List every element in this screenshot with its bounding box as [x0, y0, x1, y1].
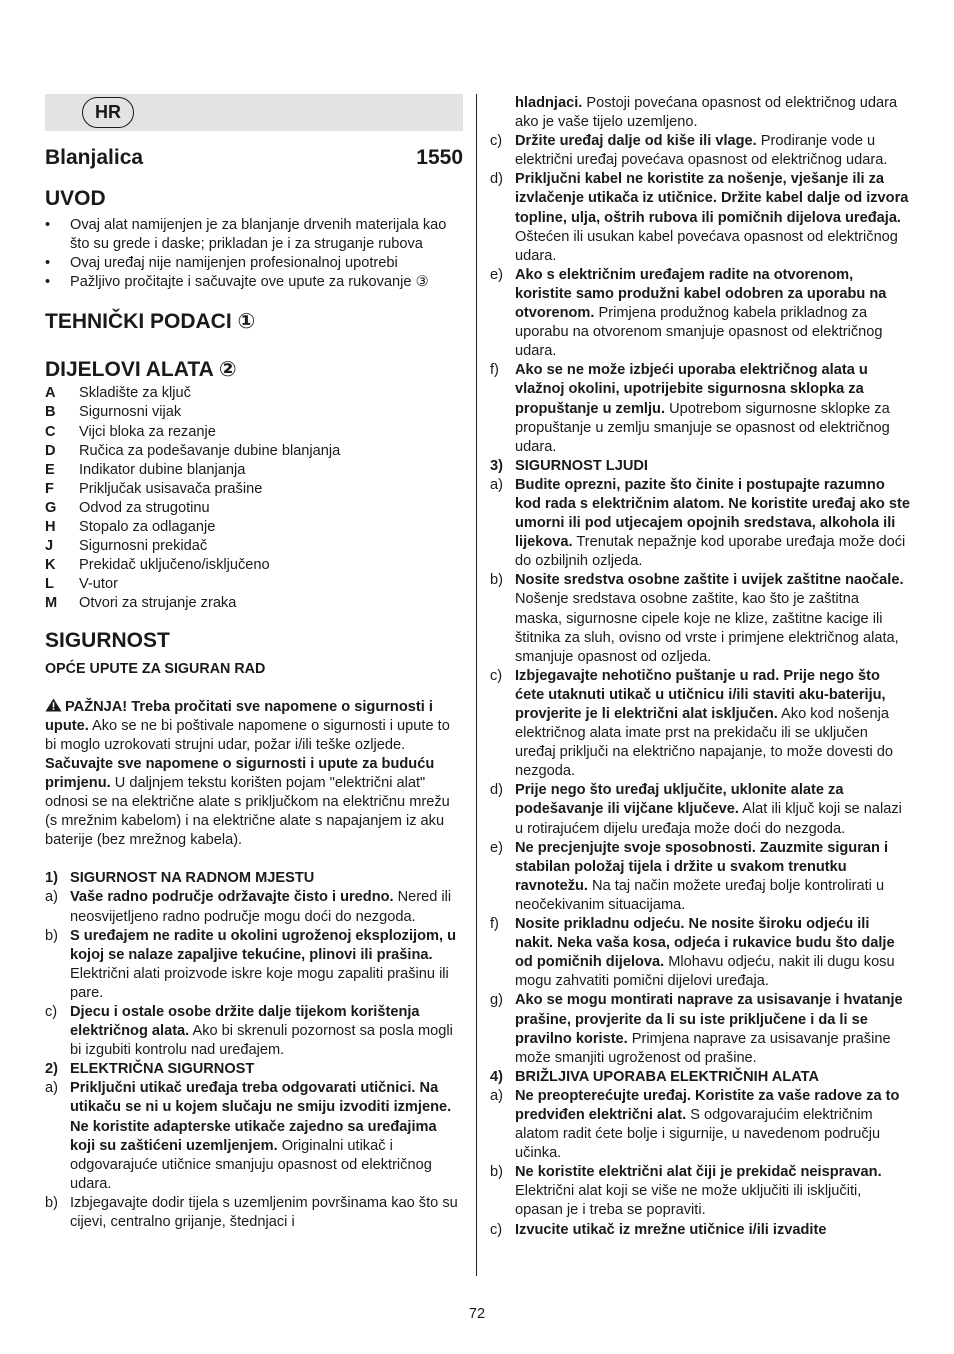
item-label: a) [490, 1087, 503, 1104]
list-item: • Ovaj alat namijenjen je za blanjanje drvenih materijala kao što su grede i daske; prikladan je i za struganje rubova [45, 216, 463, 254]
item-label: e) [490, 266, 503, 283]
item-text: Nošenje sredstava osobne zaštite, kao što je zaštitna maska, sigurnosne cipele koje ne klize, zaštitne kacige ili štitnika za sluh, ovisno od vrste i primjene električnog alata, smanjuje opasnost od ozljeda. [515, 591, 899, 665]
safety-item: hladnjaci. Postoji povećana opasnost od električnog udara ako je vaše tijelo uzemljeno. [515, 95, 898, 131]
parts-list [45, 384, 463, 613]
part-letter: J [45, 538, 54, 555]
section-heading [490, 457, 910, 476]
item-label: e) [490, 839, 503, 856]
item-label: d) [490, 171, 503, 188]
item-bold-text: Nosite sredstva osobne zaštite i uvijek zaštitne naočale. [515, 572, 904, 589]
safety-item [490, 915, 910, 991]
part-text: Priključak usisavača prašine [79, 480, 263, 497]
item-bold-text: Budite oprezni, pazite što činite i postupajte razumno kod rada s električnim alatom. Ne koristite uređaj ako ste umorni ili pod utjecajem opojnih sredstava, alkohola ili lijekova. [515, 476, 910, 551]
item-label: a) [45, 1080, 58, 1097]
product-name: Blanjalica [45, 146, 144, 169]
item-text: Primjena produžnog kabela prikladnog za uporabu na otvorenom smanjuje opasnost od električnog udara. [515, 305, 883, 360]
part-letter: K [45, 557, 56, 574]
item-label: g) [490, 992, 503, 1009]
section-number: 2) [45, 1061, 58, 1078]
safety-item [490, 1087, 910, 1163]
technical-data-heading: TEHNIČKI PODACI ① [45, 310, 256, 334]
part-row [45, 518, 463, 537]
section-heading [45, 1060, 463, 1079]
uvod-bullet-list [45, 216, 463, 292]
product-model: 1550 [416, 146, 463, 169]
warning-text: U daljnjem tekstu korišten pojam "električni alat" odnosi se na električne alate s priključkom na električnu mrežu (s mrežnim kabelom) i na električne alate s napajanjem iz aku baterije (bez mrežnog kabela). [45, 774, 450, 849]
safety-item [490, 781, 910, 838]
part-row [45, 594, 463, 613]
uvod-heading: UVOD [45, 187, 106, 210]
item-text: Primjena naprave za usisavanje prašine može smanjiti ugroženost od prašine. [515, 1030, 891, 1066]
item-label: b) [490, 572, 503, 589]
item-text: Prodiranje vode u električni uređaj povećava opasnost od električnog udara. [515, 133, 888, 169]
safety-item [45, 1079, 463, 1194]
item-text: Ako kod nošenja električnog alata imate prst na prekidaču ili se uključen uređaj priključi na električno napajanje, to može dovesti do nezgoda. [515, 706, 894, 780]
part-row [45, 575, 463, 594]
safety-item [490, 1221, 910, 1240]
warning-text: Ako se ne bi poštivale napomene o sigurnosti i upute to bi moglo uzrokovati strujni udar, požar i/ili teške ozljede. [45, 717, 450, 753]
part-text: Indikator dubine blanjanja [79, 461, 246, 478]
part-row [45, 384, 463, 403]
safety-item [45, 888, 463, 926]
part-row [45, 423, 463, 442]
part-text: Prekidač uključeno/isključeno [79, 557, 270, 574]
part-letter: D [45, 442, 56, 459]
language-badge: HR [82, 97, 134, 128]
item-text: Trenutak nepažnje kod uporabe uređaja može doći do ozbiljnih ozljeda. [515, 534, 906, 570]
right-column [490, 94, 910, 1240]
part-letter: A [45, 385, 56, 402]
list-item: • Ovaj uređaj nije namijenjen profesionalnoj upotrebi [45, 254, 463, 273]
section-number: 4) [490, 1068, 503, 1085]
item-bold-text: Priključni utikač uređaja treba odgovarati utičnici. Na utikaču se ni u kojem slučaju ne smiju izvoditi izmjene. Ne koristite adapterske utikače zajedno sa uređajima koji su zaštićeni uzemljenjem. [70, 1080, 452, 1154]
safety-item [490, 991, 910, 1067]
part-row [45, 403, 463, 422]
part-letter: G [45, 499, 57, 516]
item-label: a) [490, 476, 503, 493]
part-text: Odvod za strugotinu [79, 499, 210, 516]
section-heading [490, 1068, 910, 1087]
warning-triangle-icon [45, 698, 62, 712]
section-number: 3) [490, 457, 503, 474]
item-text: Originalni utikač i odgovarajuće utičnice smanjuju opasnost od električnog udara. [70, 1137, 432, 1192]
warning-paragraph [45, 698, 463, 851]
section-title: BRIŽLJIVA UPORABA ELEKTRIČNIH ALATA [515, 1068, 820, 1085]
general-safety-subheading: OPĆE UPUTE ZA SIGURAN RAD [45, 660, 266, 677]
item-bold-text: Djecu i ostale osobe držite dalje tijekom korištenja električnog alata. [70, 1004, 420, 1040]
item-bold-text: Ako se ne može izbjeći uporaba električnog alata u vlažnoj okolini, upotrijebite sigurnosna sklopka za propuštanje u zemlju. [515, 362, 868, 417]
safety-item [45, 1194, 463, 1232]
item-bold-text: Ako se mogu montirati naprave za usisavanje i hvatanje prašine, provjerite da li su iste priključene i da li se pravilno koriste. [515, 992, 903, 1047]
part-letter: E [45, 461, 55, 478]
section-number: 1) [45, 870, 58, 887]
item-text: S odgovarajućim električnim alatom radit ćete bolje i sigurnije, u navedenom području učinka. [515, 1106, 881, 1162]
part-letter: B [45, 404, 56, 421]
language-bar [45, 94, 463, 131]
item-text: Upotrebom sigurnosne sklopke za propuštanje u zemlju smanjuje se opasnost od električnog udara. [515, 400, 890, 455]
safety-item [490, 170, 910, 265]
part-letter: M [45, 595, 58, 612]
product-title-row [45, 145, 463, 171]
safety-heading: SIGURNOST [45, 628, 170, 652]
part-text: Skladište za ključ [79, 385, 191, 402]
part-text: Vijci bloka za rezanje [79, 423, 216, 440]
left-column [45, 94, 463, 1232]
list-item: • Pažljivo pročitajte i sačuvajte ove upute za rukovanje ③ [45, 273, 463, 292]
item-bold-text: Držite uređaj dalje od kiše ili vlage. [515, 133, 757, 150]
safety-item [45, 1003, 463, 1060]
part-row [45, 442, 463, 461]
item-text: Nered ili neosvijetljeno radno područje mogu doći do nezgoda. [70, 889, 452, 925]
warning-bold-text: Sačuvajte sve napomene o sigurnosti i upute za buduću primjenu. [45, 755, 435, 791]
item-label: c) [490, 667, 503, 684]
part-row [45, 499, 463, 518]
item-bold-text: Prije nego što uređaj uključite, uklonite alate za podešavanje ili vijčane ključeve. [515, 782, 844, 818]
part-row [45, 556, 463, 575]
part-row [45, 461, 463, 480]
item-text: Električni alat koji se više ne može uključiti ili isključiti, opasan je i treba se popraviti. [515, 1183, 862, 1219]
item-label: a) [45, 889, 58, 906]
item-bold-text: Ne preopterećujte uređaj. Koristite za vaše radove za to predviđen električni alat. [515, 1087, 900, 1123]
item-text: Električni alati proizvode iskre koje mogu zapaliti prašinu ili pare. [70, 965, 449, 1001]
part-row [45, 480, 463, 499]
item-label: c) [490, 133, 503, 150]
item-text: Alat ili ključ koji se nalazi u rotirajućem dijelu uređaja može doći do nezgoda. [515, 801, 902, 837]
item-text: Oštećen ili usukan kabel povećava opasnost od električnog udara. [515, 228, 898, 264]
safety-item [490, 667, 910, 782]
part-text: Otvori za strujanje zraka [79, 595, 237, 612]
item-text: Na taj način možete uređaj bolje kontrolirati u neočekivanim situacijama. [515, 877, 885, 913]
safety-item [490, 571, 910, 666]
item-bold-text: Ako s električnim uređajem radite na otvorenom, koristite samo produžni kabel odobren za uporabu na otvorenom. [515, 266, 887, 322]
page-number: 72 [468, 1306, 486, 1322]
item-bold-text: Nosite prikladnu odjeću. Ne nosite široku odjeću ili nakit. Neka vaša kosa, odjeća i rukavice budu što dalje od pomičnih dijelova. [515, 916, 895, 971]
part-text: Stopalo za odlaganje [79, 519, 216, 536]
part-text: Sigurnosni prekidač [79, 538, 208, 555]
safety-item [490, 839, 910, 915]
item-bold-text: Vaše radno područje održavajte čisto i uredno. [70, 889, 394, 906]
item-label: c) [45, 1004, 58, 1020]
item-text-continued: Izbjegavajte dodir tijela s uzemljenim površinama kao što su cijevi, centralno grijanje, štednjaci i [70, 1194, 458, 1231]
part-row [45, 537, 463, 556]
item-label: b) [45, 1194, 58, 1211]
item-bold-text: Ne koristite električni alat čiji je prekidač neispravan. [515, 1164, 882, 1181]
item-label: f) [490, 362, 499, 379]
part-text: Ručica za podešavanje dubine blanjanja [79, 442, 341, 459]
part-letter: L [45, 576, 54, 593]
item-label: c) [490, 1221, 503, 1238]
part-text: Sigurnosni vijak [79, 404, 182, 421]
item-bold-text: Priključni kabel ne koristite za nošenje, vješanje ili za izvlačenje utikača iz utičnice. Držite kabel dalje od izvora topline, ulja, oštrih rubova ili pomičnih dijelova uređaja. [515, 171, 909, 226]
warning-bold-text: PAŽNJA! Treba pročitati sve napomene o sigurnosti i upute. [45, 698, 433, 734]
part-letter: H [45, 519, 56, 536]
item-label: d) [490, 782, 503, 799]
section-title: SIGURNOST LJUDI [515, 457, 648, 474]
part-letter: F [45, 480, 54, 497]
item-label: b) [45, 927, 58, 944]
section-title: ELEKTRIČNA SIGURNOST [70, 1061, 255, 1078]
section-heading [45, 869, 463, 888]
item-bold-text: S uređajem ne radite u okolini ugroženoj eksplozijom, u kojoj se nalaze zapaljive tekućine, plinovi ili prašina. [70, 927, 456, 963]
column-divider [476, 94, 477, 1276]
item-text: Ako bi skrenuli pozornost sa posla mogli bi izgubiti kontrolu nad uređajem. [70, 1023, 453, 1059]
safety-item [490, 361, 910, 456]
item-bold-text: Ne precjenjujte svoje sposobnosti. Zauzmite siguran i stabilan položaj tijela i držite u svakom trenutku ravnotežu. [515, 839, 889, 894]
item-bold-text: Izvucite utikač iz mrežne utičnice i/ili izvadite [515, 1221, 827, 1238]
part-text: V-utor [79, 576, 118, 593]
safety-item [490, 266, 910, 361]
safety-item [45, 927, 463, 1003]
item-bold-text: Izbjegavajte nehotično puštanje u rad. Prije nego što ćete utaknuti utikač u utičnicu i/ili staviti aku-bateriju, provjerite je li električni alat isključen. [515, 667, 886, 722]
item-label: b) [490, 1164, 503, 1181]
safety-item [490, 476, 910, 571]
safety-item [490, 132, 910, 170]
section-title: SIGURNOST NA RADNOM MJESTU [70, 870, 315, 887]
item-label: f) [490, 916, 499, 933]
tool-parts-heading: DIJELOVI ALATA ② [45, 358, 237, 382]
part-letter: C [45, 423, 56, 440]
safety-item [490, 1163, 910, 1220]
item-text: Mlohavu odjeću, nakit ili dugu kosu mogu zahvatiti pomični dijelovi uređaja. [515, 954, 895, 990]
